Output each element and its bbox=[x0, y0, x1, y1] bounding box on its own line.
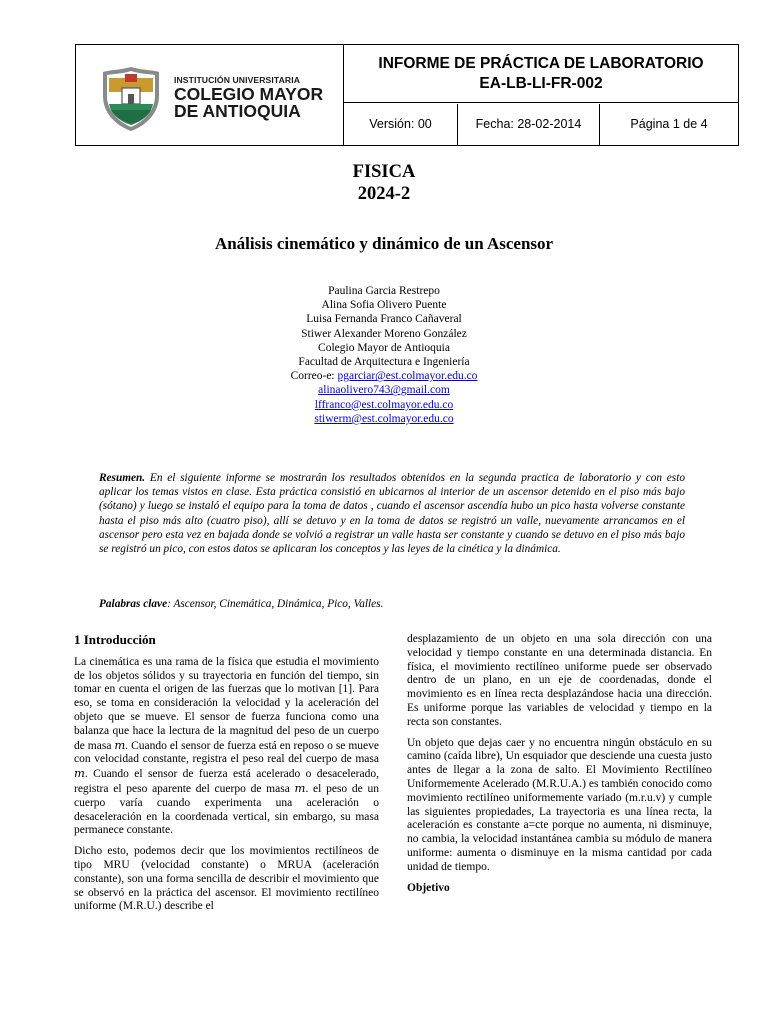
keywords bbox=[99, 598, 685, 610]
email-link-2[interactable]: alinaolivero743@gmail.com bbox=[318, 384, 450, 397]
abstract bbox=[99, 471, 685, 556]
author-4: Stiwer Alexander Moreno González bbox=[301, 327, 467, 340]
keywords-label: Palabras clave bbox=[99, 598, 168, 610]
intro-paragraph-4: Un objeto que dejas caer y no encuentra ningún obstáculo en su camino (caída libre), Un esquiador que desciende una cuesta justo antes de llegar a la zona de salto. El Movimiento Rectilíneo Uniformemente Acelerado (M.R.U.A.) es también conocido como movimiento rectilíneo uniformemente variado (m.r.u.v) y cumple las siguientes propiedades, La trayectoria es una línea recta, la aceleración es constante a=cte porque no aumenta, ni disminuye, no cambia, la velocidad instantánea cambia su módulo de manera uniforme: aumenta o disminuye en la misma cantidad por cada unidad de tiempo. bbox=[407, 736, 712, 873]
course-term: 2024-2 bbox=[357, 184, 411, 204]
logo-line-2: COLEGIO MAYOR bbox=[174, 84, 324, 104]
report-meta-row bbox=[344, 104, 738, 145]
mass-variable: m bbox=[114, 737, 126, 752]
course-name: FISICA bbox=[352, 162, 416, 182]
institution-logo-text bbox=[174, 75, 323, 120]
intro-paragraph-1 bbox=[74, 656, 379, 838]
logo-line-1: INSTITUCIÓN UNIVERSITARIA bbox=[174, 75, 300, 85]
intro-p1-part-c: . Cuando el sensor de fuerza está acelerado o desacelerado, registra el peso aparente del cuerpo de masa bbox=[74, 768, 379, 795]
keywords-text: : Ascensor, Cinemática, Dinámica, Pico, Valles. bbox=[167, 598, 384, 610]
mass-variable: m bbox=[74, 766, 85, 781]
intro-p1-part-d: . el peso de un cuerpo varía cuando experimenta una aceleración o desaceleración en la coordenada vertical, sin embargo, su masa permanece constante. bbox=[74, 782, 379, 837]
email-line-4 bbox=[0, 412, 768, 426]
abstract-text: En el siguiente informe se mostrarán los resultados obtenidos en la segunda practica de laboratorio y con esto aplicar los temas vistos en clase. Esta práctica consistió en ubicarnos al interior de un ascensor detenido en el piso más bajo (sótano) y luego se instaló el equipo para la toma de datos , cuando el ascensor ascendía hubo un pico hasta volverse constante hasta el piso más alto (cuatro piso), allí se detuvo y en la toma de datos se registró un valle, nuevamente arrancamos en el ascensor pero esta vez en bajada donde se volvió a registrar un valle hasta ser constante y cuando se detuvo en el piso más bajo se registró un pico, con estos datos se aplicaran los conceptos y las leyes de la cinética y la dinámica. bbox=[99, 472, 685, 556]
right-column bbox=[407, 633, 712, 895]
email-label: Correo-e: bbox=[290, 370, 338, 383]
email-line-1 bbox=[0, 369, 768, 383]
email-link-4[interactable]: stiwerm@est.colmayor.edu.co bbox=[314, 412, 454, 425]
email-line-2 bbox=[0, 383, 768, 397]
logo-line-3: DE ANTIOQUIA bbox=[174, 101, 301, 121]
date-cell: Fecha: 28-02-2014 bbox=[458, 104, 600, 145]
report-code: EA-LB-LI-FR-002 bbox=[479, 75, 603, 92]
author-3: Luisa Fernanda Franco Cañaveral bbox=[306, 313, 462, 326]
authors-block bbox=[0, 284, 768, 426]
email-link-1[interactable]: pgarciar@est.colmayor.edu.co bbox=[337, 370, 478, 383]
report-title-cell bbox=[344, 45, 738, 103]
intro-p1-part-a: La cinemática es una rama de la física que estudia el movimiento de los objetos sólidos y su trayectoria en función del tiempo, sin tomar en cuenta el origen de las fuerzas que lo motivan [1]. Para eso, se toma en consideración la velocidad y la aceleración del objeto que se mueve. El sensor de fuerza funciona como una balanza que hace la lectura de la magnitud del peso de un cuerpo de masa bbox=[74, 655, 379, 752]
email-line-3 bbox=[0, 398, 768, 412]
page-number-cell: Página 1 de 4 bbox=[630, 117, 708, 131]
intro-paragraph-3: desplazamiento de un objeto en una sola dirección con una velocidad y tiempo constante en una determinada distancia. En física, el movimiento rectilíneo uniforme puede ser observado dentro de un plano, en un eje de coordenadas, donde el movimiento es en línea recta desplazándose hacia una dirección. Es uniforme porque las variables de velocidad y tiempo en la recta son constantes. bbox=[407, 633, 712, 728]
mass-variable: m bbox=[294, 780, 306, 795]
email-link-3[interactable]: lffranco@est.colmayor.edu.co bbox=[314, 398, 454, 411]
objective-heading: Objetivo bbox=[407, 881, 450, 894]
author-1: Paulina Garcia Restrepo bbox=[328, 285, 440, 297]
author-2: Alina Sofia Olivero Puente bbox=[321, 299, 447, 312]
report-title: INFORME DE PRÁCTICA DE LABORATORIO bbox=[378, 55, 704, 72]
paper-title: Análisis cinemático y dinámico de un Ascensor bbox=[214, 234, 554, 253]
left-column bbox=[74, 633, 379, 921]
institution-shield-icon bbox=[101, 66, 161, 132]
affiliation-institution: Colegio Mayor de Antioquia bbox=[318, 341, 450, 354]
course-heading bbox=[0, 161, 768, 205]
affiliation-faculty: Facultad de Arquitectura e Ingeniería bbox=[298, 356, 470, 369]
header-table bbox=[75, 44, 739, 146]
section-heading: 1 Introducción bbox=[74, 632, 156, 647]
version-cell: Versión: 00 bbox=[344, 104, 458, 145]
abstract-label: Resumen. bbox=[99, 472, 146, 484]
intro-p1-part-b: . Cuando el sensor de fuerza está en reposo o se mueve con velocidad constante, registra el peso real del cuerpo de masa bbox=[74, 739, 380, 766]
intro-paragraph-2: Dicho esto, podemos decir que los movimientos rectilíneos de tipo MRU (velocidad constante) o MRUA (aceleración constante), son una forma sencilla de describir el movimiento que se observó en la práctica del ascensor. El movimiento rectilíneo uniforme (M.R.U.) describe el bbox=[74, 845, 379, 913]
logo-cell bbox=[76, 45, 344, 145]
